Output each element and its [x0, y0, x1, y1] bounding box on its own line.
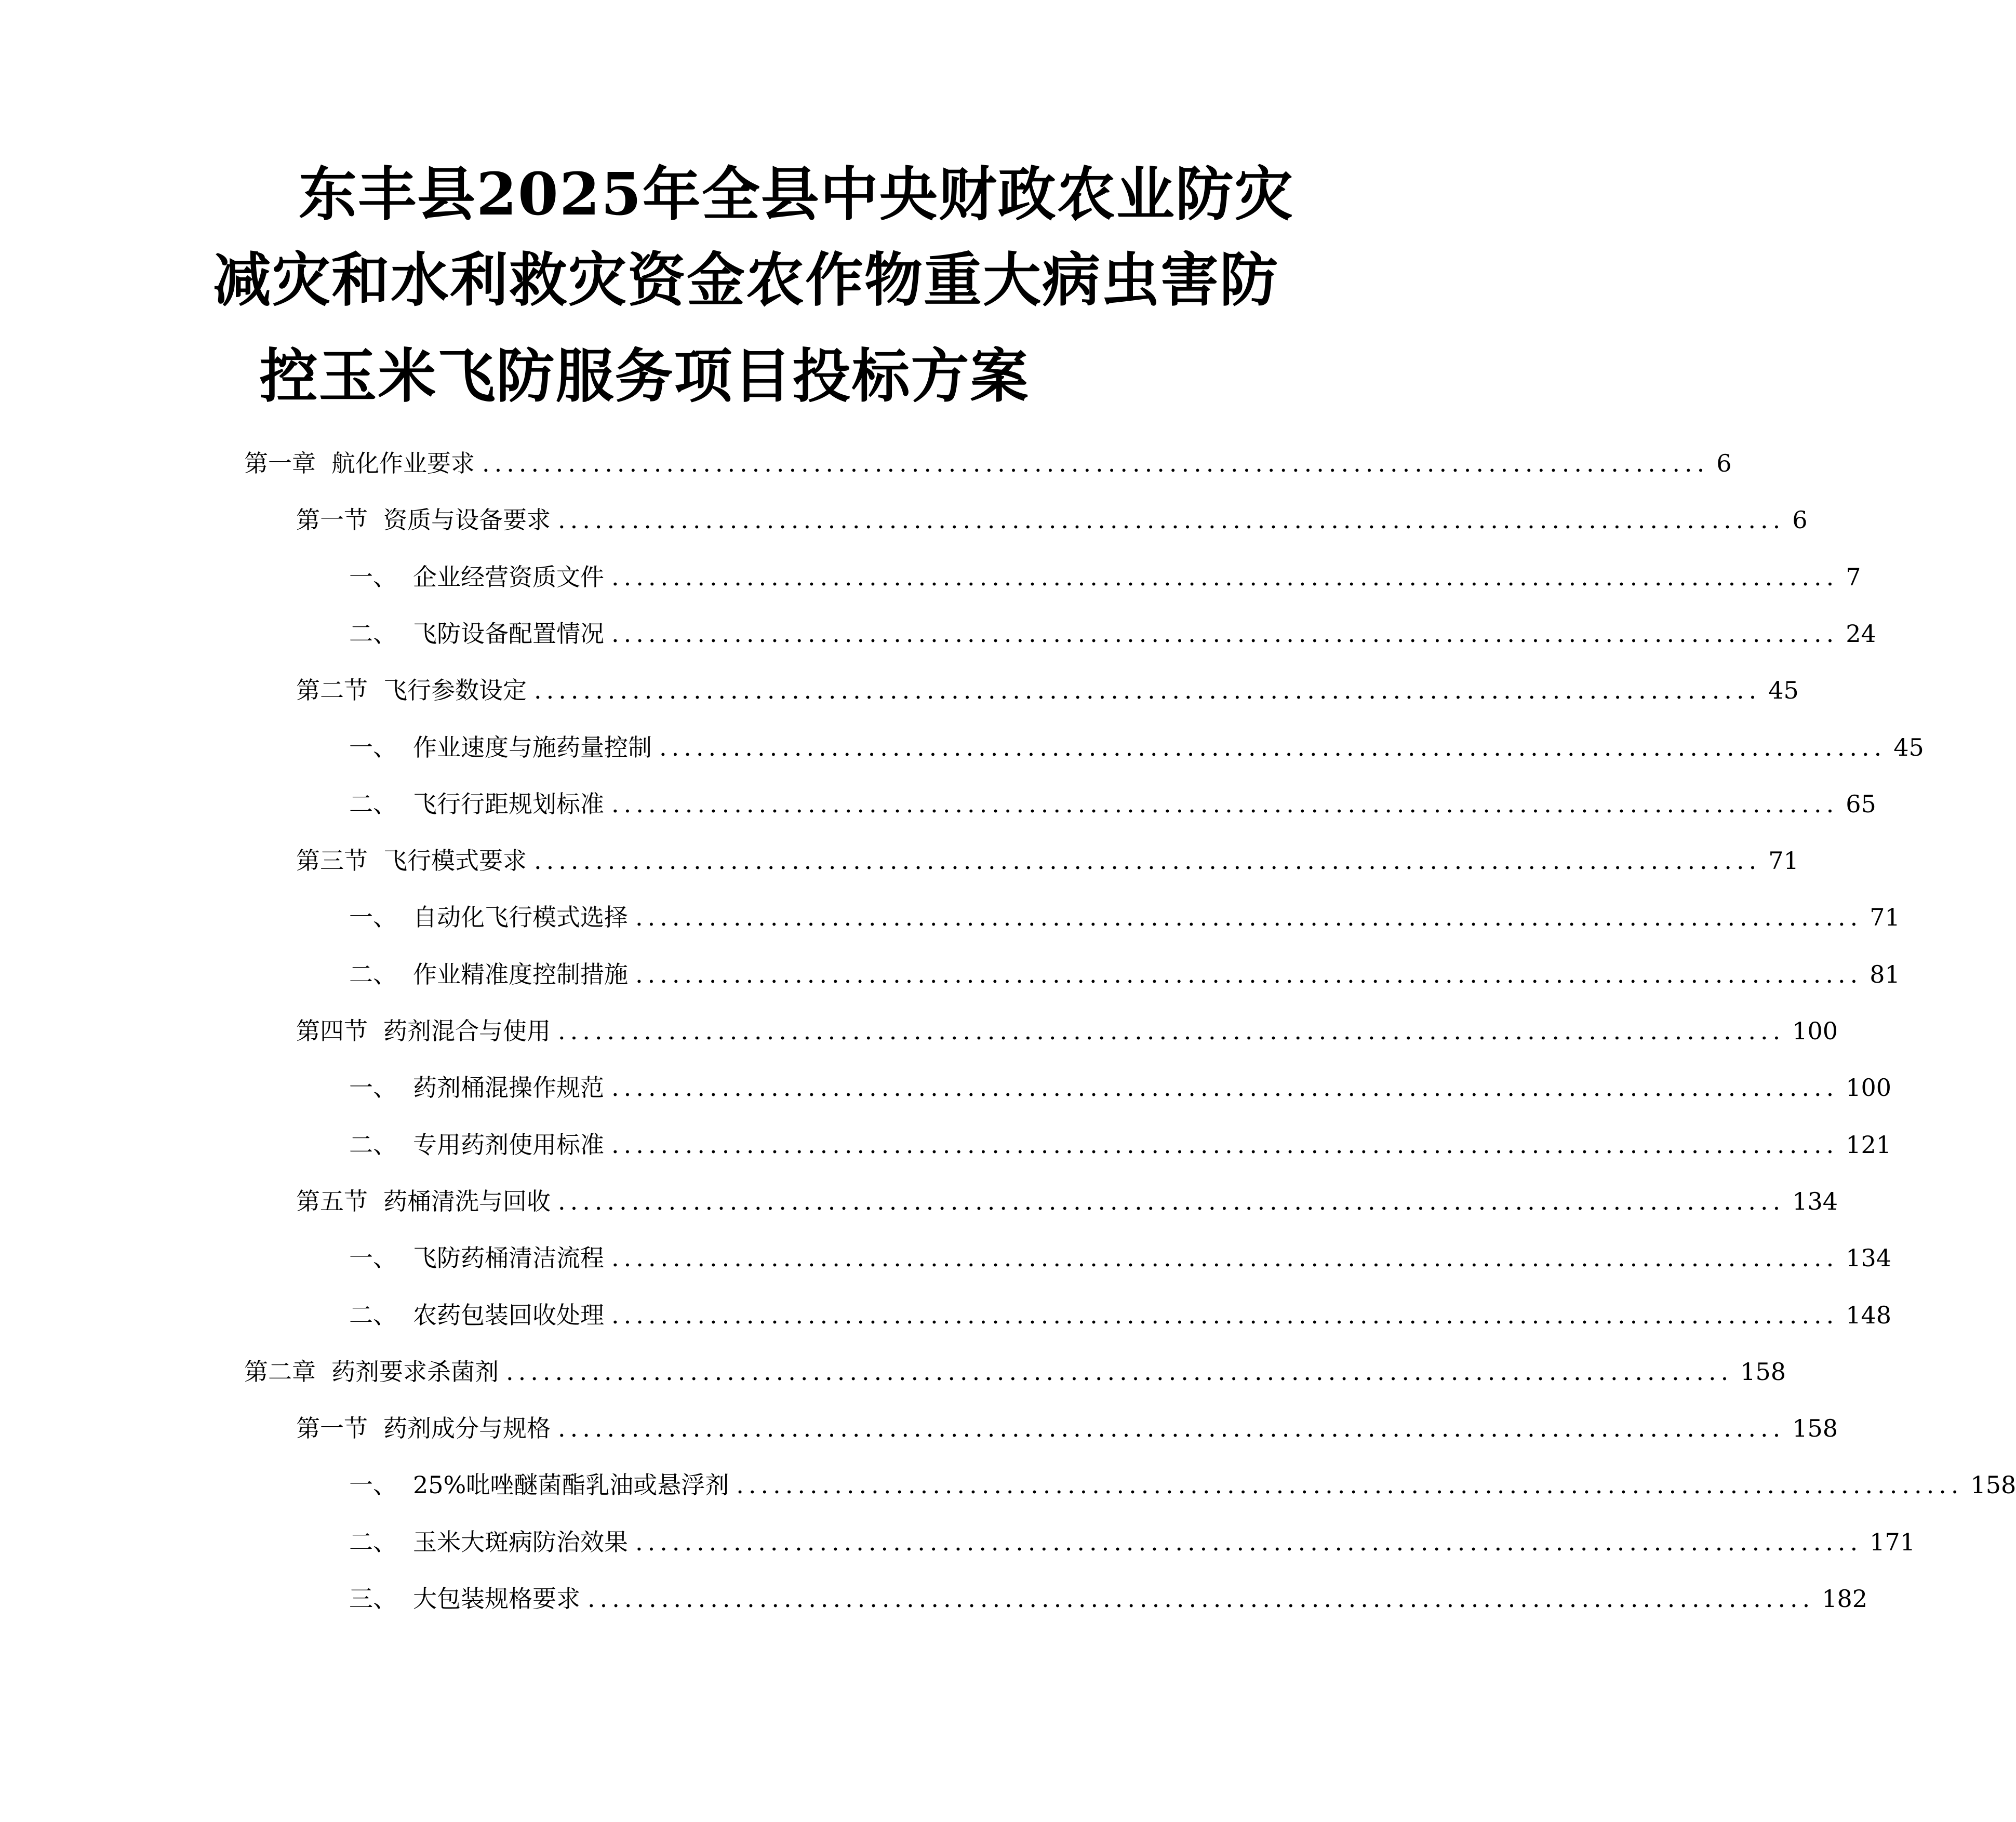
- toc-entry[interactable]: [244, 1356, 1786, 1387]
- toc-entry-page-number: 24: [1846, 619, 1876, 648]
- toc-dot-leader: ....................................................................................................: [611, 619, 1839, 648]
- toc-dot-leader: ....................................................................................................: [611, 562, 1839, 591]
- toc-dot-leader: ....................................................................................................: [736, 1471, 1964, 1499]
- toc-entry-page-number: 7: [1846, 562, 1861, 591]
- toc-dot-leader: ....................................................................................................: [588, 1585, 1815, 1613]
- toc-entry-number: 一、: [349, 1074, 397, 1102]
- toc-entry-page-number: 71: [1768, 847, 1799, 875]
- toc-entry[interactable]: [349, 1299, 1892, 1331]
- toc-dot-leader: ....................................................................................................: [558, 1187, 1785, 1215]
- toc-entry-number: 第二节: [296, 676, 368, 705]
- toc-dot-leader: ....................................................................................................: [611, 1244, 1839, 1272]
- toc-entry[interactable]: [296, 1186, 1838, 1217]
- toc-entry[interactable]: [296, 845, 1799, 876]
- toc-entry-page-number: 121: [1846, 1130, 1892, 1159]
- toc-entry-number: 一、: [349, 903, 397, 932]
- toc-entry-page-number: 182: [1822, 1585, 1868, 1613]
- toc-entry-title: 飞行模式要求: [383, 847, 527, 875]
- toc-entry-title: 专用药剂使用标准: [413, 1130, 604, 1159]
- toc-entry-title: 作业精准度控制措施: [413, 960, 628, 988]
- toc-entry-title: 药剂混合与使用: [383, 1017, 551, 1045]
- toc-dot-leader: ....................................................................................................: [558, 506, 1785, 534]
- toc-entry-title: 航化作业要求: [331, 449, 475, 477]
- toc-entry[interactable]: [349, 618, 1876, 649]
- toc-entry-title: 25%吡唑醚菌酯乳油或悬浮剂: [413, 1471, 729, 1499]
- toc-dot-leader: ....................................................................................................: [635, 903, 1863, 932]
- toc-entry-number: 一、: [349, 562, 397, 591]
- toc-entry[interactable]: [349, 561, 1861, 593]
- toc-dot-leader: ....................................................................................................: [506, 1357, 1733, 1386]
- toc-entry-number: 二、: [349, 1301, 397, 1329]
- toc-entry-page-number: 158: [1792, 1414, 1838, 1443]
- toc-entry-page-number: 171: [1870, 1528, 1916, 1556]
- toc-entry[interactable]: [296, 675, 1799, 706]
- document-title-line-2: 减灾和水利救灾资金农作物重大病虫害防: [213, 246, 1279, 314]
- toc-entry-title: 作业速度与施药量控制: [413, 733, 652, 761]
- toc-entry-title: 玉米大斑病防治效果: [413, 1528, 628, 1556]
- toc-entry-title: 飞行行距规划标准: [413, 789, 604, 818]
- toc-entry-title: 农药包装回收处理: [413, 1301, 604, 1329]
- toc-dot-leader: ....................................................................................................: [611, 1301, 1839, 1329]
- toc-entry-page-number: 6: [1716, 449, 1732, 477]
- toc-entry-page-number: 134: [1792, 1187, 1838, 1215]
- toc-entry-title: 药桶清洗与回收: [383, 1187, 551, 1215]
- toc-entry-number: 第一章: [244, 449, 316, 477]
- toc-entry-number: 一、: [349, 733, 397, 761]
- toc-entry-number: 第四节: [296, 1017, 368, 1045]
- toc-entry-title: 药剂成分与规格: [383, 1414, 551, 1443]
- toc-entry-number: 第二章: [244, 1357, 316, 1386]
- toc-entry[interactable]: [244, 448, 1732, 479]
- toc-dot-leader: ....................................................................................................: [534, 847, 1761, 875]
- toc-dot-leader: ....................................................................................................: [558, 1017, 1785, 1045]
- toc-entry-title: 飞防设备配置情况: [413, 619, 604, 648]
- toc-entry[interactable]: [349, 902, 1900, 933]
- toc-entry[interactable]: [349, 1072, 1892, 1103]
- toc-entry-page-number: 71: [1870, 903, 1900, 932]
- toc-entry-page-number: 6: [1792, 506, 1808, 534]
- toc-entry[interactable]: [296, 1413, 1838, 1444]
- toc-entry[interactable]: [349, 1129, 1892, 1160]
- toc-dot-leader: ....................................................................................................: [635, 960, 1863, 988]
- toc-entry-number: 一、: [349, 1471, 397, 1499]
- toc-entry-number: 一、: [349, 1244, 397, 1272]
- toc-entry-page-number: 158: [1970, 1471, 2016, 1499]
- toc-dot-leader: ....................................................................................................: [659, 733, 1887, 761]
- toc-dot-leader: ....................................................................................................: [611, 1074, 1839, 1102]
- toc-entry[interactable]: [349, 1526, 1916, 1558]
- toc-dot-leader: ....................................................................................................: [482, 449, 1710, 477]
- toc-entry-number: 第一节: [296, 1414, 368, 1443]
- toc-entry-title: 飞行参数设定: [383, 676, 527, 705]
- toc-entry[interactable]: [349, 788, 1876, 820]
- toc-entry-title: 飞防药桶清洁流程: [413, 1244, 604, 1272]
- document-title-line-3: 控玉米飞防服务项目投标方案: [259, 342, 1030, 410]
- toc-entry[interactable]: [349, 732, 1924, 763]
- toc-entry[interactable]: [349, 1469, 2016, 1501]
- toc-entry-page-number: 65: [1846, 789, 1876, 818]
- toc-dot-leader: ....................................................................................................: [558, 1414, 1785, 1443]
- toc-entry-number: 第五节: [296, 1187, 368, 1215]
- toc-entry-number: 二、: [349, 1130, 397, 1159]
- toc-entry-number: 第三节: [296, 847, 368, 875]
- toc-dot-leader: ....................................................................................................: [611, 1130, 1839, 1159]
- toc-entry-page-number: 100: [1846, 1074, 1892, 1102]
- toc-entry-title: 药剂要求杀菌剂: [331, 1357, 499, 1386]
- toc-entry-title: 资质与设备要求: [383, 506, 551, 534]
- toc-entry-page-number: 148: [1846, 1301, 1892, 1329]
- toc-entry-number: 三、: [349, 1585, 397, 1613]
- toc-entry-page-number: 158: [1740, 1357, 1786, 1386]
- toc-entry-page-number: 134: [1846, 1244, 1892, 1272]
- toc-entry[interactable]: [296, 1015, 1838, 1047]
- toc-entry-title: 自动化飞行模式选择: [413, 903, 628, 932]
- toc-entry-number: 二、: [349, 1528, 397, 1556]
- toc-entry[interactable]: [296, 504, 1808, 535]
- toc-entry-title: 药剂桶混操作规范: [413, 1074, 604, 1102]
- toc-dot-leader: ....................................................................................................: [534, 676, 1761, 705]
- toc-entry-page-number: 100: [1792, 1017, 1838, 1045]
- document-title-line-1: 东丰县2025年全县中央财政农业防灾: [299, 160, 1294, 229]
- toc-entry[interactable]: [349, 1583, 1868, 1614]
- toc-entry-page-number: 81: [1870, 960, 1900, 988]
- toc-entry-number: 第一节: [296, 506, 368, 534]
- toc-dot-leader: ....................................................................................................: [611, 789, 1839, 818]
- toc-entry-number: 二、: [349, 619, 397, 648]
- toc-entry-page-number: 45: [1768, 676, 1799, 705]
- toc-entry-number: 二、: [349, 789, 397, 818]
- toc-entry-title: 企业经营资质文件: [413, 562, 604, 591]
- toc-entry-page-number: 45: [1893, 733, 1924, 761]
- toc-entry-number: 二、: [349, 960, 397, 988]
- toc-entry[interactable]: [349, 1242, 1892, 1274]
- toc-entry-title: 大包装规格要求: [413, 1585, 580, 1613]
- toc-dot-leader: ....................................................................................................: [635, 1528, 1863, 1556]
- toc-entry[interactable]: [349, 959, 1900, 990]
